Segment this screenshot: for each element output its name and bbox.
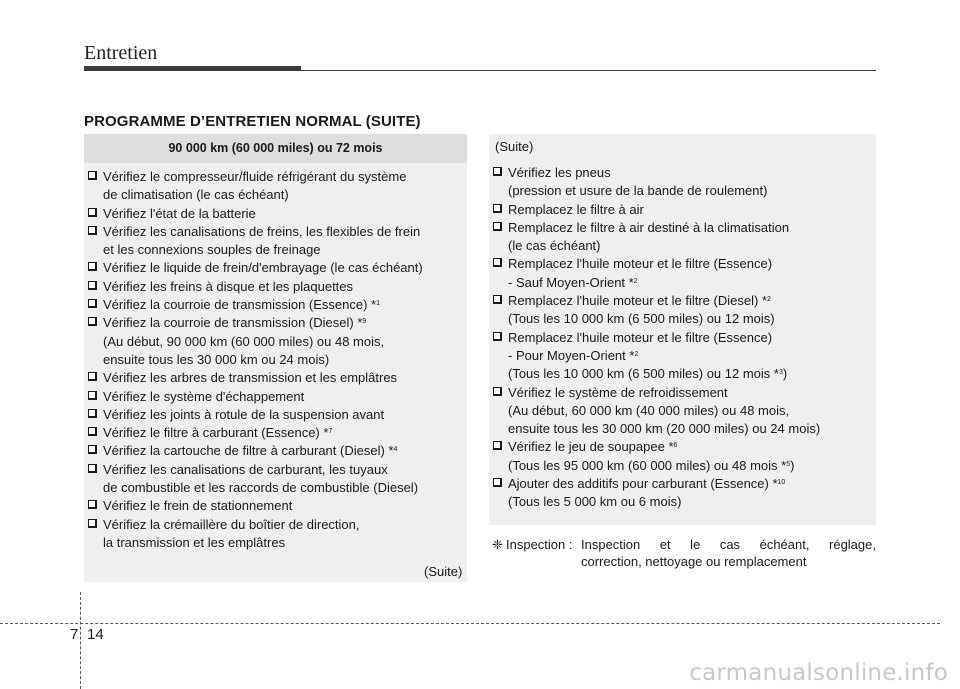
footnote-ref: 3 xyxy=(778,369,783,377)
left-panel-heading: 90 000 km (60 000 miles) ou 72 mois xyxy=(84,134,467,163)
checklist-item xyxy=(87,314,465,332)
checklist-item-text: Vérifiez le système d'échappement xyxy=(103,388,305,404)
left-checklist xyxy=(87,168,465,552)
checklist-item-text: Vérifiez l'état de la batterie xyxy=(103,205,256,221)
checklist-item-text: Vérifiez le frein de stationnement xyxy=(103,498,293,514)
checklist-item-text: (pression et usure de la bande de roulement) xyxy=(508,183,768,199)
checklist-item xyxy=(492,384,874,402)
footnote-ref: 10 xyxy=(777,479,786,487)
checklist-item-text: Vérifiez le système de refroidissement xyxy=(508,384,728,400)
checklist-item-text: Vérifiez les arbres de transmission et les emplâtres xyxy=(103,370,398,386)
checkbox-icon xyxy=(88,464,97,473)
checklist-item-text: Vérifiez les pneus xyxy=(508,165,611,180)
page-number: 14 xyxy=(87,626,104,643)
checklist-item-continuation xyxy=(492,457,874,475)
checklist-item xyxy=(87,223,465,241)
checklist-item-text: Vérifiez les canalisations de carburant, les tuyaux xyxy=(103,461,388,477)
checklist-item xyxy=(87,461,465,479)
checklist-item-text: - Sauf Moyen-Orient * xyxy=(508,274,634,290)
checkbox-icon xyxy=(88,445,97,454)
checklist-item-text: (Tous les 10 000 km (6 500 miles) ou 12 mois * xyxy=(508,366,779,382)
checklist-item-continuation xyxy=(87,534,465,552)
checklist-item-continuation xyxy=(87,186,465,204)
checkbox-icon xyxy=(493,167,502,176)
footnote-ref: 2 xyxy=(633,277,638,285)
checkbox-icon xyxy=(493,441,502,450)
checklist-item-continuation xyxy=(492,182,874,200)
footnote-ref: 7 xyxy=(328,428,333,436)
checklist-item xyxy=(87,205,465,223)
section-title: PROGRAMME D’ENTRETIEN NORMAL (SUITE) xyxy=(84,113,421,130)
checklist-item xyxy=(87,424,465,442)
checkbox-icon xyxy=(88,500,97,509)
checklist-item-text: Vérifiez la courroie de transmission (Essence) * xyxy=(103,297,377,313)
checklist-item xyxy=(87,278,465,296)
footnote-ref: 5 xyxy=(786,460,791,468)
header-title: Entretien xyxy=(84,42,158,64)
checkbox-icon xyxy=(493,258,502,267)
checklist-item-text: la transmission et les emplâtres xyxy=(103,534,286,550)
checklist-item-text: Remplacez le filtre à air xyxy=(508,201,644,217)
checkbox-icon xyxy=(88,519,97,528)
right-panel-continued: (Suite) xyxy=(495,139,534,154)
footer-divider xyxy=(80,592,81,689)
checkbox-icon xyxy=(88,226,97,235)
checklist-item-text: - Pour Moyen-Orient * xyxy=(508,347,635,363)
note-symbol-icon: ❈ xyxy=(492,537,503,552)
checklist-item-text: (Au début, 90 000 km (60 000 miles) ou 48 mois, xyxy=(103,333,385,349)
note-label: Inspection : xyxy=(506,537,573,552)
note-text-line1: Inspection et le cas échéant, réglage, xyxy=(581,537,876,552)
checklist-item xyxy=(492,219,874,237)
checklist-item-text: Vérifiez le jeu de soupapee * xyxy=(508,439,674,455)
checklist-item-continuation xyxy=(492,402,874,420)
checklist-item xyxy=(492,255,874,273)
footnote-ref: 9 xyxy=(362,318,367,326)
checklist-item-text: Vérifiez le filtre à carburant (Essence) * xyxy=(103,425,329,441)
checklist-item xyxy=(87,296,465,314)
checkbox-icon xyxy=(88,281,97,290)
checklist-item-continuation xyxy=(492,237,874,255)
checkbox-icon xyxy=(88,409,97,418)
note-text-line2: correction, nettoyage ou remplacement xyxy=(581,554,807,569)
checkbox-icon xyxy=(493,204,502,213)
checkbox-icon xyxy=(493,332,502,341)
checkbox-icon xyxy=(493,387,502,396)
checklist-item-continuation xyxy=(87,479,465,497)
checklist-item-continuation xyxy=(492,420,874,438)
left-panel-continued: (Suite) xyxy=(424,564,463,579)
checklist-item-text: Remplacez l'huile moteur et le filtre (Essence) xyxy=(508,329,773,345)
checkbox-icon xyxy=(88,427,97,436)
footnote-ref: 6 xyxy=(673,442,678,450)
checklist-item xyxy=(87,406,465,424)
checklist-item xyxy=(492,292,874,310)
watermark: carmanualsonline.info xyxy=(689,660,948,686)
checklist-item xyxy=(87,259,465,277)
checklist-item xyxy=(492,438,874,456)
checkbox-icon xyxy=(88,171,97,180)
footnote-ref: 1 xyxy=(376,300,381,308)
checklist-item-text: Ajouter des additifs pour carburant (Essence) * xyxy=(508,476,778,492)
checklist-item-continuation xyxy=(492,274,874,292)
checklist-item xyxy=(87,369,465,387)
footnote-ref: 4 xyxy=(393,446,398,454)
checklist-item xyxy=(492,201,874,219)
checklist-item-text: de combustible et les raccords de combustible (Diesel) xyxy=(103,480,419,496)
checklist-item-text: Vérifiez les canalisations de freins, les flexibles de frein xyxy=(103,223,421,239)
checkbox-icon xyxy=(88,391,97,400)
checklist-item-text: (Tous les 10 000 km (6 500 miles) ou 12 mois) xyxy=(508,311,775,327)
header-rule-thin xyxy=(301,70,876,71)
checklist-item-continuation xyxy=(87,351,465,369)
checklist-item xyxy=(87,516,465,534)
checkbox-icon xyxy=(88,208,97,217)
checklist-item-text: (Au début, 60 000 km (40 000 miles) ou 48 mois, xyxy=(508,402,790,418)
checkbox-icon xyxy=(493,295,502,304)
checklist-item-text: ensuite tous les 30 000 km (20 000 miles) ou 24 mois) xyxy=(508,421,821,437)
checklist-item xyxy=(492,329,874,347)
checklist-item xyxy=(87,388,465,406)
checklist-item-text: Vérifiez le compresseur/fluide réfrigérant du système xyxy=(103,169,407,184)
checklist-item-text: (Tous les 5 000 km ou 6 mois) xyxy=(508,494,682,510)
checklist-item xyxy=(87,168,465,186)
checklist-item-text: Vérifiez la cartouche de filtre à carburant (Diesel) * xyxy=(103,443,394,459)
page-chapter: 7 xyxy=(70,626,79,643)
checklist-item-text: de climatisation (le cas échéant) xyxy=(103,187,289,203)
checklist-item-text: Remplacez l'huile moteur et le filtre (Diesel) * xyxy=(508,293,767,309)
header-rule-thick xyxy=(84,66,301,71)
checklist-item-text: et les connexions souples de freinage xyxy=(103,242,321,258)
right-checklist xyxy=(492,164,874,512)
checklist-item-text: (le cas échéant) xyxy=(508,238,601,254)
checklist-item-continuation xyxy=(87,333,465,351)
checkbox-icon xyxy=(88,262,97,271)
checklist-item-text: Vérifiez le liquide de frein/d'embrayage (le cas échéant) xyxy=(103,260,423,276)
footnote-ref: 2 xyxy=(634,350,639,358)
checklist-item-text: ) xyxy=(782,366,788,382)
checklist-item-text: Vérifiez les joints à rotule de la suspension avant xyxy=(103,406,385,422)
checkbox-icon xyxy=(493,222,502,231)
checklist-item xyxy=(87,442,465,460)
checklist-item xyxy=(492,475,874,493)
checklist-item-text: (Tous les 95 000 km (60 000 miles) ou 48 mois * xyxy=(508,457,787,473)
checkbox-icon xyxy=(88,299,97,308)
checkbox-icon xyxy=(88,317,97,326)
footer-rule xyxy=(0,623,940,624)
checklist-item-text: Vérifiez les freins à disque et les plaquettes xyxy=(103,278,354,294)
checklist-item xyxy=(87,497,465,515)
checklist-item xyxy=(492,164,874,182)
checklist-item-text: Remplacez l'huile moteur et le filtre (Essence) xyxy=(508,256,773,272)
checklist-item-continuation xyxy=(492,493,874,511)
checklist-item-text: ) xyxy=(790,457,795,473)
checklist-item-text: ensuite tous les 30 000 km ou 24 mois) xyxy=(103,351,330,367)
checklist-item-text: Vérifiez la crémaillère du boîtier de direction, xyxy=(103,516,360,532)
checklist-item-text: Vérifiez la courroie de transmission (Diesel) * xyxy=(103,315,363,331)
checkbox-icon xyxy=(493,478,502,487)
footnote-ref: 2 xyxy=(766,296,771,304)
checklist-item-text: Remplacez le filtre à air destiné à la climatisation xyxy=(508,219,790,235)
inspection-note xyxy=(492,536,876,570)
checklist-item-continuation xyxy=(492,365,874,383)
checklist-item-continuation xyxy=(492,310,874,328)
checkbox-icon xyxy=(88,372,97,381)
checklist-item-continuation xyxy=(492,347,874,365)
checklist-item-continuation xyxy=(87,241,465,259)
